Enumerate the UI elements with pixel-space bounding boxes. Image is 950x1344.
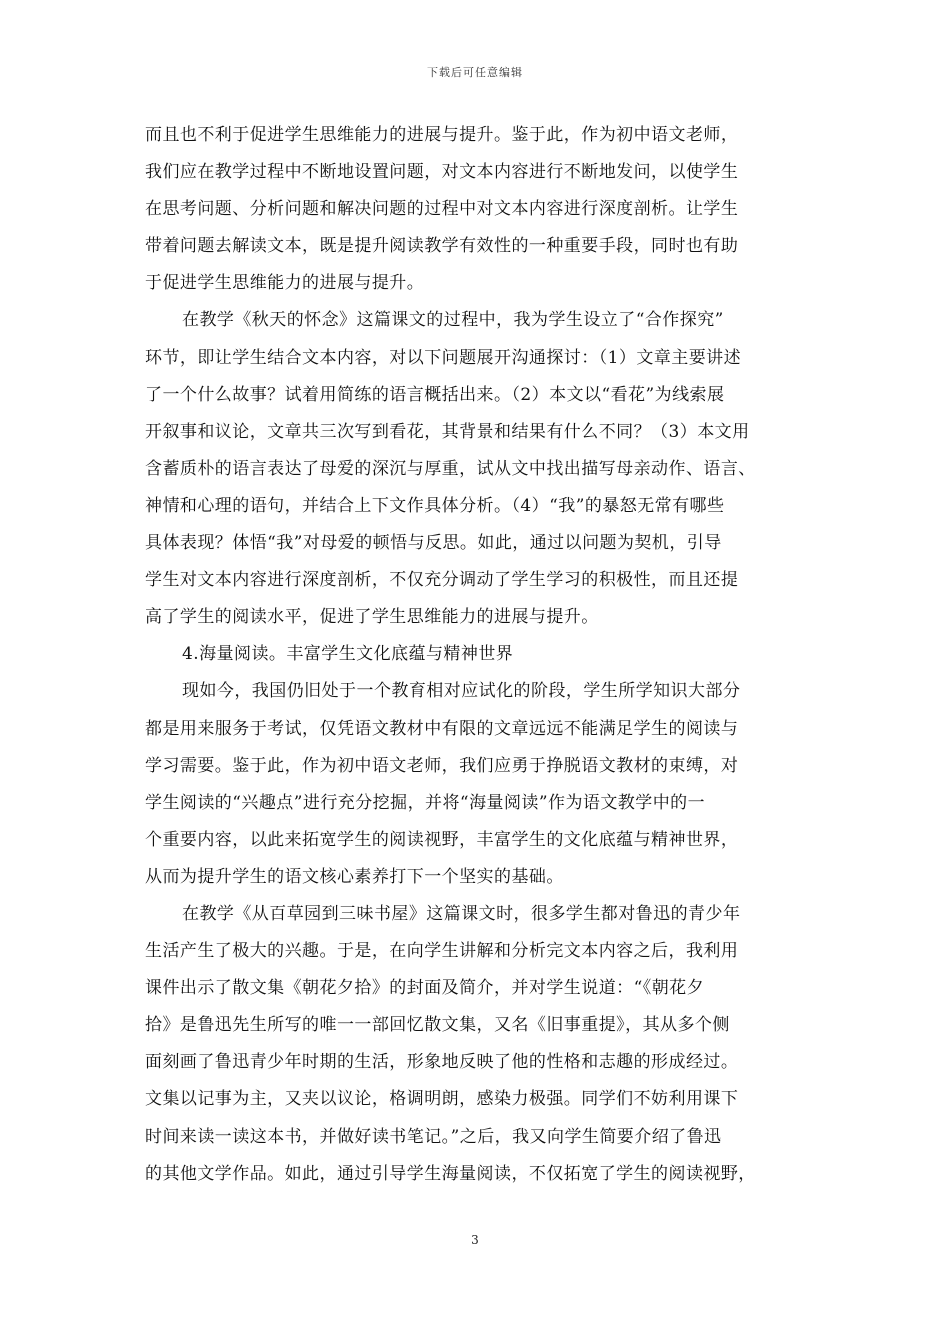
paragraph-first-line: 在教学《秋天的怀念》这篇课文的过程中，我为学生设立了“合作探究” [182, 310, 724, 331]
text-line: 个重要内容，以此来拓宽学生的阅读视野，丰富学生的文化底蕴与精神世界， [145, 829, 739, 850]
text-line: 的其他文学作品。如此，通过引导学生海量阅读，不仅拓宽了学生的阅读视野， [145, 1163, 756, 1184]
text-line: 课件出示了散文集《朝花夕拾》的封面及简介，并对学生说道：“《朝花夕 [145, 978, 705, 999]
text-line: 从而为提升学生的语文核心素养打下一个坚实的基础。 [145, 866, 564, 887]
text-line: 了一个什么故事？试着用简练的语言概括出来。（2）本文以“看花”为线索展 [145, 384, 725, 405]
text-line: 面刻画了鲁迅青少年时期的生活，形象地反映了他的性格和志趣的形成经过。 [145, 1052, 739, 1073]
page-number: 3 [471, 1233, 479, 1247]
text-line: 时间来读一读这本书，并做好读书笔记。”之后，我又向学生简要介绍了鲁迅 [145, 1126, 722, 1147]
text-line: 生活产生了极大的兴趣。于是，在向学生讲解和分析完文本内容之后，我利用 [145, 941, 739, 962]
paragraph-first-line: 在教学《从百草园到三味书屋》这篇课文时，很多学生都对鲁迅的青少年 [182, 903, 741, 924]
paragraph-first-line: 4.海量阅读。丰富学生文化底蕴与精神世界 [182, 644, 514, 665]
paragraph-first-line: 现如今，我国仍旧处于一个教育相对应试化的阶段，学生所学知识大部分 [182, 681, 741, 702]
text-line: 文集以记事为主，又夹以议论，格调明朗，感染力极强。同学们不妨利用课下 [145, 1089, 739, 1110]
text-line: 含蓄质朴的语言表达了母爱的深沉与厚重，试从文中找出描写母亲动作、语言、 [145, 458, 756, 479]
text-line: 高了学生的阅读水平，促进了学生思维能力的进展与提升。 [145, 607, 599, 628]
text-line: 于促进学生思维能力的进展与提升。 [145, 273, 425, 294]
text-line: 具体表现？体悟“我”对母爱的顿悟与反思。如此，通过以问题为契机，引导 [145, 533, 722, 554]
text-line: 神情和心理的语句，并结合上下文作具体分析。（4）“我”的暴怒无常有哪些 [145, 495, 725, 516]
text-line: 在思考问题、分析问题和解决问题的过程中对文本内容进行深度剖析。让学生 [145, 199, 739, 220]
text-line: 开叙事和议论，文章共三次写到看花，其背景和结果有什么不同？（3）本文用 [145, 421, 750, 442]
text-line: 拾》是鲁迅先生所写的唯一一部回忆散文集，又名《旧事重提》，其从多个侧 [145, 1015, 730, 1036]
text-line: 学生对文本内容进行深度剖析，不仅充分调动了学生学习的积极性，而且还提 [145, 570, 739, 591]
text-line: 环节，即让学生结合文本内容，对以下问题展开沟通探讨：（1）文章主要讲述 [145, 347, 742, 368]
page-header: 下载后可任意编辑 [427, 66, 523, 79]
text-line: 学生阅读的“兴趣点”进行充分挖掘，并将“海量阅读”作为语文教学中的一 [145, 792, 706, 813]
text-line: 我们应在教学过程中不断地设置问题，对文本内容进行不断地发问，以使学生 [145, 162, 739, 183]
text-line: 学习需要。鉴于此，作为初中语文老师，我们应勇于挣脱语文教材的束缚，对 [145, 755, 739, 776]
text-line: 都是用来服务于考试，仅凭语文教材中有限的文章远远不能满足学生的阅读与 [145, 718, 739, 739]
text-line: 而且也不利于促进学生思维能力的进展与提升。鉴于此，作为初中语文老师， [145, 125, 739, 145]
text-line: 带着问题去解读文本，既是提升阅读教学有效性的一种重要手段，同时也有助 [145, 236, 739, 257]
document-body [145, 117, 810, 1193]
